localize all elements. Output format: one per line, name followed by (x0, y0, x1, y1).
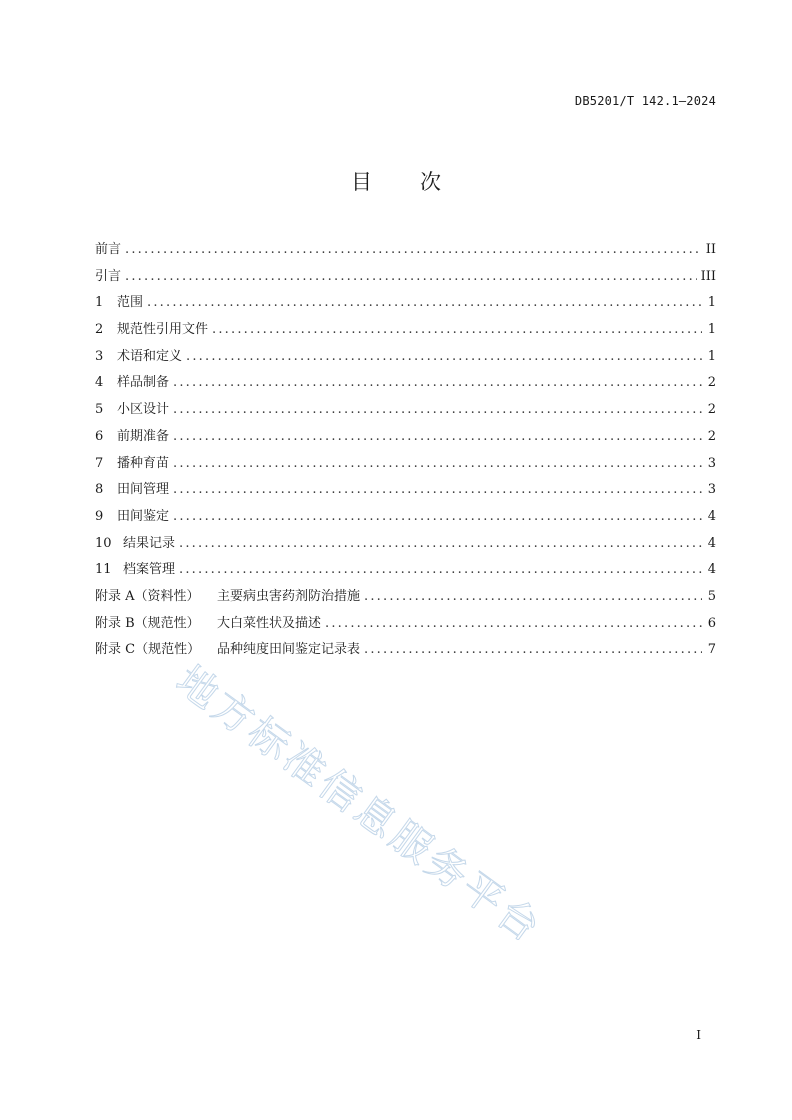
toc-page: 4 (707, 508, 716, 524)
toc-entry-4[interactable] (95, 370, 716, 397)
leader-dots (173, 477, 702, 504)
leader-dots (125, 237, 702, 264)
toc-page: 5 (707, 588, 716, 604)
toc-entry-annex-c[interactable] (95, 637, 716, 664)
toc-label: 小区设计 (117, 402, 170, 418)
toc-label: 术语和定义 (117, 348, 183, 364)
toc-label: 范围 (117, 295, 144, 311)
toc-page: III (700, 268, 716, 284)
toc-label: 田间管理 (117, 482, 170, 498)
toc-entry-2[interactable] (95, 317, 716, 344)
table-of-contents (95, 237, 716, 664)
annex-code: 附录 B（规范性） (95, 615, 200, 631)
toc-entry-annex-a[interactable] (95, 584, 716, 611)
toc-number: 11 (95, 562, 112, 578)
toc-page: 2 (707, 402, 716, 418)
toc-label: 规范性引用文件 (117, 322, 209, 338)
toc-entry-7[interactable] (95, 451, 716, 478)
toc-number: 6 (95, 428, 104, 444)
toc-page: 4 (707, 562, 716, 578)
toc-label: 田间鉴定 (117, 508, 170, 524)
title-char-1: 目 (351, 170, 372, 194)
leader-dots (173, 504, 702, 531)
page-title (0, 166, 792, 196)
toc-number: 8 (95, 482, 104, 498)
leader-dots (179, 531, 702, 558)
toc-entry-11[interactable] (95, 557, 716, 584)
toc-page: 2 (707, 375, 716, 391)
leader-dots (364, 637, 702, 664)
annex-code: 附录 A（资料性） (95, 588, 200, 604)
toc-label: 样品制备 (117, 375, 170, 391)
toc-entry-8[interactable] (95, 477, 716, 504)
toc-entry-3[interactable] (95, 344, 716, 371)
toc-entry-10[interactable] (95, 531, 716, 558)
toc-page: 2 (707, 428, 716, 444)
toc-number: 3 (95, 348, 104, 364)
toc-number: 2 (95, 322, 104, 338)
leader-dots (186, 344, 702, 371)
toc-label: 播种育苗 (117, 455, 170, 471)
toc-label: 结果记录 (123, 535, 176, 551)
title-char-2: 次 (420, 170, 441, 194)
toc-page: 3 (707, 455, 716, 471)
toc-label: 引言 (95, 268, 122, 284)
toc-label: 档案管理 (123, 562, 176, 578)
toc-number: 10 (95, 535, 112, 551)
toc-entry-introduction[interactable] (95, 264, 716, 291)
toc-page: 1 (707, 348, 716, 364)
toc-page: 4 (707, 535, 716, 551)
toc-entry-annex-b[interactable] (95, 611, 716, 638)
leader-dots (147, 290, 702, 317)
leader-dots (364, 584, 702, 611)
leader-dots (325, 611, 702, 638)
toc-label: 品种纯度田间鉴定记录表 (217, 642, 361, 658)
standard-code: DB5201/T 142.1—2024 (574, 94, 716, 108)
toc-number: 7 (95, 455, 104, 471)
toc-page: 7 (707, 642, 716, 658)
toc-label: 前言 (95, 242, 122, 257)
toc-entry-1[interactable] (95, 290, 716, 317)
annex-code: 附录 C（规范性） (95, 642, 201, 658)
page-number: I (696, 1028, 701, 1042)
toc-entry-foreword[interactable] (95, 237, 716, 264)
toc-page: II (705, 242, 716, 257)
toc-label: 前期准备 (117, 428, 170, 444)
toc-number: 5 (95, 402, 104, 418)
toc-label: 主要病虫害药剂防治措施 (217, 588, 361, 604)
leader-dots (173, 370, 702, 397)
leader-dots (179, 557, 702, 584)
leader-dots (173, 424, 702, 451)
watermark: 地方标准信息服务平台 (167, 657, 551, 954)
leader-dots (125, 264, 697, 291)
toc-number: 1 (95, 295, 104, 311)
toc-label: 大白菜性状及描述 (217, 615, 322, 631)
toc-entry-6[interactable] (95, 424, 716, 451)
leader-dots (173, 451, 702, 478)
toc-number: 9 (95, 508, 104, 524)
toc-entry-5[interactable] (95, 397, 716, 424)
toc-page: 1 (707, 295, 716, 311)
leader-dots (173, 397, 702, 424)
toc-entry-9[interactable] (95, 504, 716, 531)
toc-number: 4 (95, 375, 104, 391)
toc-page: 3 (707, 482, 716, 498)
leader-dots (212, 317, 702, 344)
toc-page: 6 (707, 615, 716, 631)
toc-page: 1 (707, 322, 716, 338)
